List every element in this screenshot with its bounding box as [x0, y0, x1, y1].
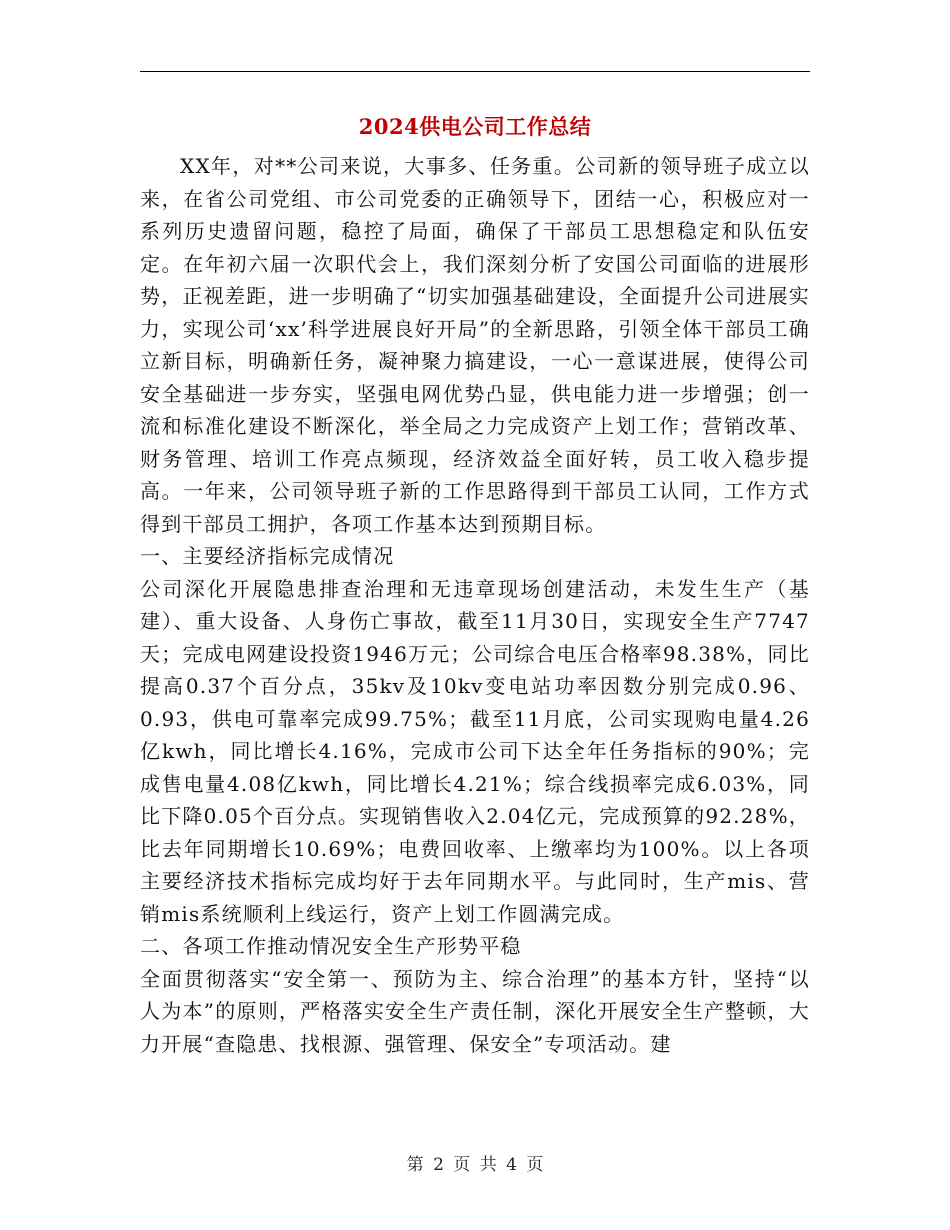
document-body: [140, 150, 810, 1060]
section-heading-2: 二、各项工作推动情况安全生产形势平稳: [140, 934, 522, 958]
document-title: 2024供电公司工作总结: [358, 114, 592, 139]
section-2-paragraph: 全面贯彻落实“安全第一、预防为主、综合治理”的基本方针，坚持“以人为本”的原则，严格落实安全生产责任制，深化开展安全生产整顿，大力开展“查隐患、找根源、强管理、保安全”专项活动。建: [140, 966, 810, 1056]
section-heading-1: 一、主要经济指标完成情况: [140, 544, 395, 568]
header-rule: [140, 71, 810, 72]
page-footer: 第 2 页 共 4 页: [406, 1155, 544, 1175]
section-1-paragraph: 公司深化开展隐患排查治理和无违章现场创建活动，未发生生产（基建）、重大设备、人身伤亡事故，截至11月30日，实现安全生产7747天；完成电网建设投资1946万元；公司综合电压合格率98.38%，同比提高0.37个百分点，35kv及10kv变电站功率因数分别完成0.96、0.93，供电可靠率完成99.75%；截至11月底，公司实现购电量4.26亿kwh，同比增长4.16%，完成市公司下达全年任务指标的90%；完成售电量4.08亿kwh，同比增长4.21%；综合线损率完成6.03%，同比下降0.05个百分点。实现销售收入2.04亿元，完成预算的92.28%，比去年同期增长10.69%；电费回收率、上缴率均为100%。以上各项主要经济技术指标完成均好于去年同期水平。与此同时，生产mis、营销mis系统顺利上线运行，资产上划工作圆满完成。: [140, 576, 810, 926]
intro-paragraph: XX年，对**公司来说，大事多、任务重。公司新的领导班子成立以来，在省公司党组、市公司党委的正确领导下，团结一心，积极应对一系列历史遗留问题，稳控了局面，确保了干部员工思想稳定和队伍安定。在年初六届一次职代会上，我们深刻分析了安国公司面临的进展形势，正视差距，进一步明确了“切实加强基础建设，全面提升公司进展实力，实现公司‘xx’科学进展良好开局”的全新思路，引领全体干部员工确立新目标，明确新任务，凝神聚力搞建设，一心一意谋进展，使得公司安全基础进一步夯实，坚强电网优势凸显，供电能力进一步增强；创一流和标准化建设不断深化，举全局之力完成资产上划工作；营销改革、财务管理、培训工作亮点频现，经济效益全面好转，员工收入稳步提高。一年来，公司领导班子新的工作思路得到干部员工认同，工作方式得到干部员工拥护，各项工作基本达到预期目标。: [140, 154, 810, 536]
